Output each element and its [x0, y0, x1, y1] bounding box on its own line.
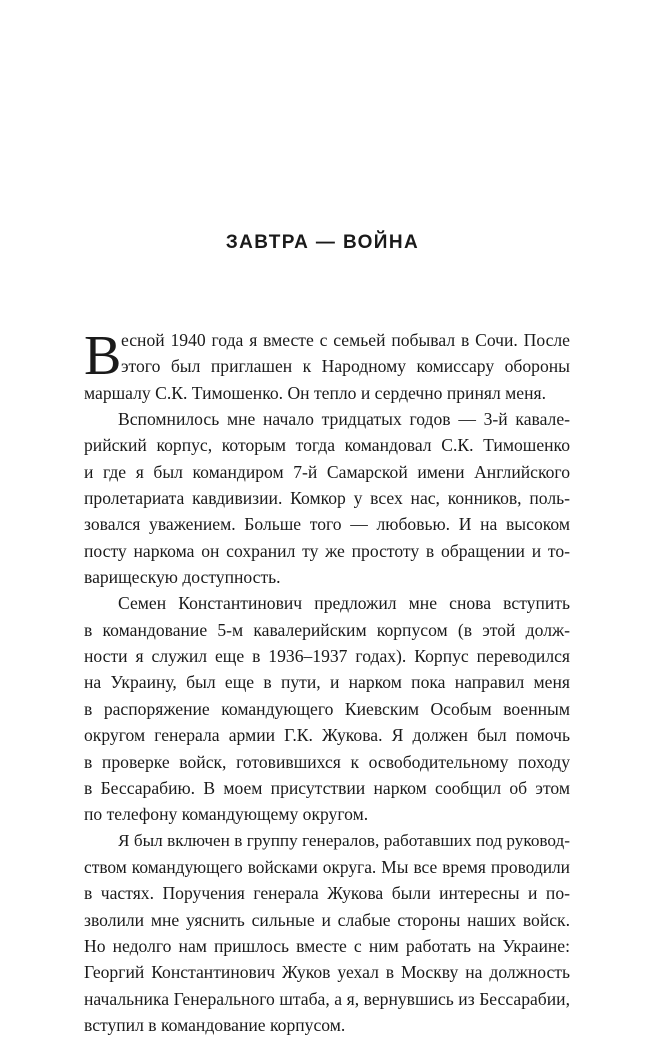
- text-line: в проверке войск, готовившихся к освободительному походу: [84, 751, 570, 772]
- text-line: зовался уважением. Больше того — любовью. И на высоком: [84, 514, 570, 535]
- text-line: по телефону командующему округом.: [84, 804, 369, 825]
- text-line: посту наркома он сохранил ту же простоту в обращении и то-: [84, 540, 570, 561]
- text-line: на Украину, был еще в пути, и нарком пока направил меня: [84, 672, 570, 693]
- text-line: ством командующего войсками округа. Мы все время проводили: [84, 856, 570, 877]
- text-line: Георгий Константинович Жуков уехал в Москву на должность: [84, 962, 570, 983]
- text-line: и где я был командиром 7-й Самарской имени Английского: [84, 461, 570, 482]
- chapter-title: ЗАВТРА — ВОЙНА: [225, 232, 420, 253]
- text-line: в распоряжение командующего Киевским Особым военным: [84, 698, 570, 719]
- text-line: начальника Генерального штаба, а я, вернувшись из Бессарабии,: [84, 988, 570, 1009]
- text-line: Вспомнилось мне начало тридцатых годов — 3-й кавале-: [118, 409, 570, 430]
- drop-cap: В: [84, 325, 122, 387]
- text-line: в частях. Поручения генерала Жукова были интересны и по-: [84, 883, 570, 904]
- text-line: Семен Константинович предложил мне снова вступить: [118, 593, 570, 614]
- text-line: пролетариата кавдивизии. Комкор у всех нас, конников, поль-: [84, 488, 570, 509]
- text-line: маршалу С.К. Тимошенко. Он тепло и сердечно принял меня.: [84, 382, 547, 403]
- paragraph-4: [84, 828, 570, 1038]
- paragraph-2: [84, 406, 570, 590]
- text-line: зволили мне уяснить сильные и слабые стороны наших войск.: [84, 909, 570, 930]
- text-line: в Бессарабию. В моем присутствии нарком сообщил об этом: [84, 777, 570, 798]
- text-line: Я был включен в группу генералов, работавших под руковод-: [118, 830, 570, 850]
- text-line: ности я служил еще в 1936–1937 годах). Корпус переводился: [84, 646, 570, 667]
- text-line: рийский корпус, которым тогда командовал С.К. Тимошенко: [84, 435, 570, 456]
- text-line: Но недолго нам пришлось вместе с ним работать на Украине:: [84, 935, 570, 956]
- text-line: вступил в командование корпусом.: [84, 1014, 346, 1035]
- text-line: есной 1940 года я вместе с семьей побывал в Сочи. После: [121, 330, 570, 350]
- text-line: варищескую доступность.: [84, 567, 281, 588]
- paragraph-1: [84, 327, 570, 406]
- text-line: этого был приглашен к Народному комиссару обороны: [121, 356, 570, 377]
- text-line: округом генерала армии Г.К. Жукова. Я должен был помочь: [84, 725, 570, 746]
- body-text: [84, 327, 570, 1038]
- text-line: в командование 5-м кавалерийским корпусом (в этой долж-: [84, 619, 570, 640]
- paragraph-3: [84, 590, 570, 827]
